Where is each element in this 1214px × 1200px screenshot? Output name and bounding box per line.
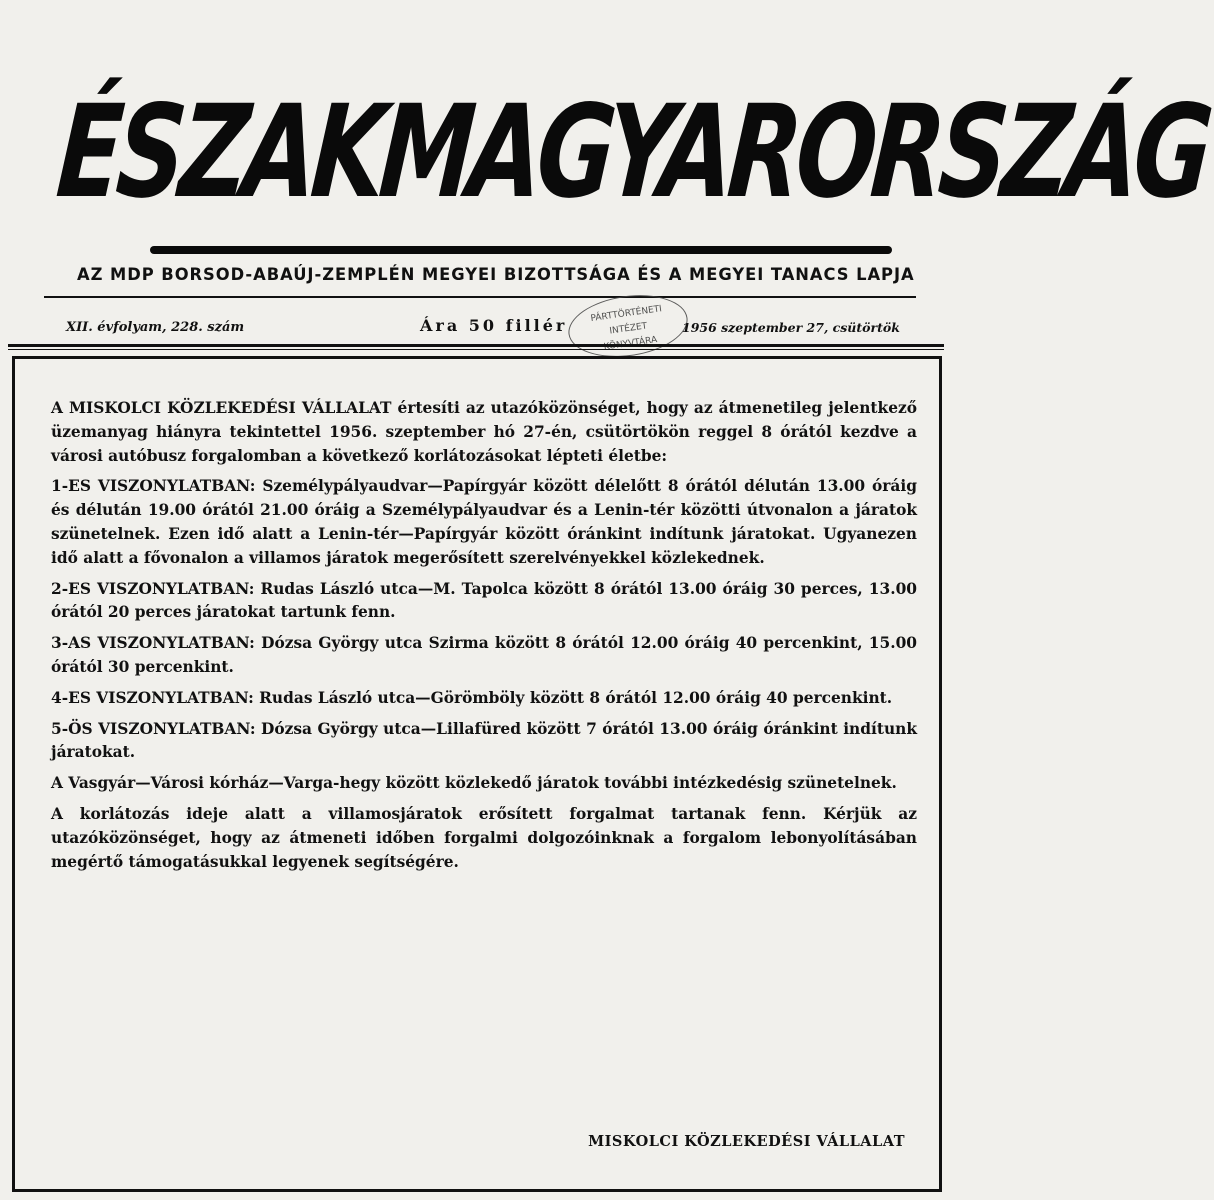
issue-info-bar bbox=[20, 304, 935, 348]
notice-box bbox=[12, 356, 942, 1192]
notice-paragraph-route-3: 3-AS VISZONYLATBAN: Dózsa György utca Szirma között 8 órától 12.00 óráig 40 percenkint, 15.00 órától 30 percenkint. bbox=[51, 634, 917, 676]
notice-paragraph-intro: A MISKOLCI KÖZLEKEDÉSI VÁLLALAT értesíti az utazóközönséget, hogy az átmenetileg jelentkező üzemanyag hiányra tekintettel 1956. szeptember hó 27-én, csütörtökön reggel 8 órától kezdve a városi autóbusz forgalomban a következő korlátozásokat lépteti életbe: bbox=[51, 399, 917, 465]
stamp-line-1: PÁRTTÖRTÉNETI bbox=[590, 304, 663, 325]
issue-number: XII. évfolyam, 228. szám bbox=[66, 320, 245, 335]
notice-paragraph-route-4: 4-ES VISZONYLATBAN: Rudas László utca—Görömböly között 8 órától 12.00 óráig 40 percenkint. bbox=[51, 688, 893, 707]
notice-paragraph-route-2: 2-ES VISZONYLATBAN: Rudas László utca—M. Tapolca között 8 órától 13.00 óráig 30 perces, 13.00 órától 20 perces járatokat tartunk fenn. bbox=[51, 579, 917, 622]
issue-price: Ára 50 fillér bbox=[420, 316, 568, 335]
stamp-line-2: INTÉZET bbox=[608, 321, 648, 337]
notice-signature: MISKOLCI KÖZLEKEDÉSI VÁLLALAT bbox=[588, 1133, 905, 1150]
newspaper-subtitle: AZ MDP BORSOD-ABAÚJ-ZEMPLÉN MEGYEI BIZOTTSÁGA ÉS A MEGYEI TANACS LAPJA bbox=[77, 265, 915, 285]
newspaper-title: ÉSZAKMAGYARORSZÁG bbox=[52, 78, 1213, 227]
infobar-rule-top bbox=[8, 344, 944, 347]
infobar-rule-bottom bbox=[8, 349, 944, 350]
masthead bbox=[0, 0, 1213, 300]
notice-paragraph-route-1: 1-ES VISZONYLATBAN: Személypályaudvar—Papírgyár között délelőtt 8 órától délután 13.00 óráig és délután 19.00 órától 21.00 óráig a Személypályaudvar és a Lenin-tér közötti útvonalon a járatok szünetelnek. Ezen idő alatt a Lenin-tér—Papírgyár között óránkint indítunk járatokat. Ugyanezen idő alatt a fővonalon a villamos járatok megerősített szerelvényekkel közlekednek. bbox=[51, 477, 917, 567]
masthead-rule bbox=[44, 296, 916, 298]
title-underline bbox=[150, 246, 892, 254]
notice-paragraph-closing: A korlátozás ideje alatt a villamosjáratok erősített forgalmat tartanak fenn. Kérjük az utazóközönséget, hogy az átmeneti időben forgalmi dolgozóinknak a forgalom lebonyolításában megértő támogatásukkal legyenek segítségére. bbox=[51, 804, 917, 871]
issue-date: 1956 szeptember 27, csütörtök bbox=[682, 320, 900, 335]
notice-paragraph-route-5: 5-ÖS VISZONYLATBAN: Dózsa György utca—Lillafüred között 7 órától 13.00 óráig óránkint indítunk járatokat. bbox=[51, 719, 917, 762]
notice-body bbox=[51, 397, 917, 881]
notice-paragraph-suspension: A Vasgyár—Városi kórház—Varga-hegy között közlekedő járatok további intézkedésig szünetelnek. bbox=[51, 774, 897, 793]
